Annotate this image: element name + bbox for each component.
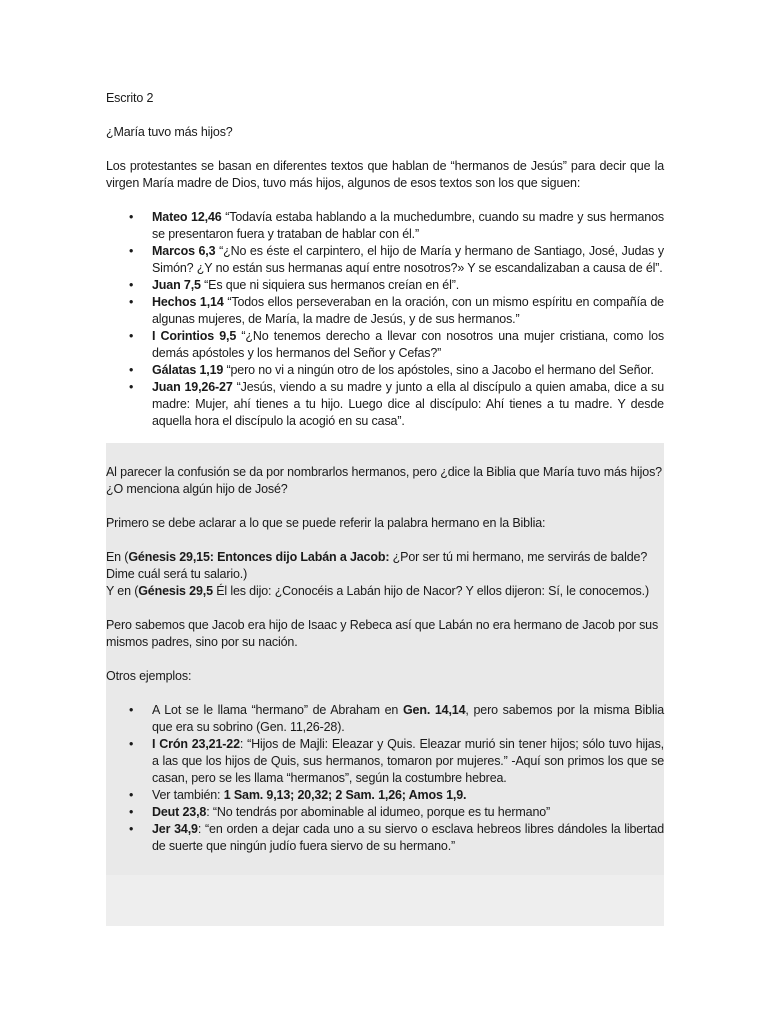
bullet: • [129, 788, 134, 802]
scripture-text: “pero no vi a ningún otro de los apóstoles, sino a Jacobo el hermano del Señor. [223, 363, 654, 377]
list-item [106, 804, 664, 821]
text-post: ¿Por ser tú mi hermano, me servirás de balde? Dime cuál será tu salario.) [106, 550, 648, 581]
list-item [106, 362, 664, 379]
scripture-ref: Mateo 12,46 [152, 210, 222, 224]
clarify-paragraph: Primero se debe aclarar a lo que se puede referir la palabra hermano en la Biblia: [106, 516, 546, 530]
bullet: • [129, 363, 134, 377]
scripture-ref: Marcos 6,3 [152, 244, 216, 258]
scripture-ref: Hechos 1,14 [152, 295, 224, 309]
confusion-paragraph: Al parecer la confusión se da por nombrarlos hermanos, pero ¿dice la Biblia que María tuvo más hijos? ¿O menciona algún hijo de José? [106, 465, 662, 496]
list-item [106, 787, 664, 804]
bullet: • [129, 805, 134, 819]
genesis-quote-1 [106, 549, 664, 583]
list-item [106, 294, 664, 328]
scripture-ref: 1 Sam. 9,13; 20,32; 2 Sam. 1,26; Amos 1,9. [223, 788, 467, 802]
bullet: • [129, 244, 134, 258]
shaded-region-footer [106, 875, 664, 926]
text-pre: Ver también: [152, 788, 224, 802]
bullet: • [129, 278, 134, 292]
jacob-paragraph: Pero sabemos que Jacob era hijo de Isaac y Rebeca así que Labán no era hermano de Jacob por sus mismos padres, sino por su nación. [106, 618, 659, 649]
scripture-ref: Juan 19,26-27 [152, 380, 233, 394]
scripture-ref: Gálatas 1,19 [152, 363, 224, 377]
bullet: • [129, 210, 134, 224]
text-post: , pero sabemos por la misma Biblia que era su sobrino (Gen. 11,26-28). [152, 703, 664, 734]
list-item [106, 736, 664, 787]
text-post: : “en orden a dejar cada uno a su siervo o esclava hebreos libres dándoles la libertad de suerte que ningún judío fuera siervo de su hermano.” [152, 822, 664, 853]
scripture-ref: Deut 23,8 [152, 805, 207, 819]
scripture-text: “Todos ellos perseveraban en la oración, con un mismo espíritu en compañía de algunas mujeres, de María, la madre de Jesús, y de sus hermanos.” [152, 295, 664, 326]
scripture-ref: Gen. 14,14 [402, 703, 466, 717]
text-pre: A Lot se le llama “hermano” de Abraham en [152, 703, 403, 717]
texts-list [106, 209, 664, 430]
scripture-text: “¿No es éste el carpintero, el hijo de María y hermano de Santiago, José, Judas y Simón? ¿Y no están sus hermanas aquí entre nosotros?» Y se escandalizaban a causa de él”. [152, 244, 664, 275]
scripture-text: “Es que ni siquiera sus hermanos creían en él”. [200, 278, 460, 292]
text-post: : “No tendrás por abominable al idumeo, porque es tu hermano” [206, 805, 551, 819]
text-pre: En ( [106, 550, 129, 564]
examples-list [106, 702, 664, 855]
bullet: • [129, 822, 134, 836]
list-item [106, 328, 664, 362]
list-item [106, 243, 664, 277]
document-body [106, 90, 664, 855]
scripture-text: “¿No tenemos derecho a llevar con nosotros una mujer cristiana, como los demás apóstoles y los hermanos del Señor y Cefas?” [152, 329, 664, 360]
scripture-ref: I Corintios 9,5 [152, 329, 237, 343]
text-post: : “Hijos de Majli: Eleazar y Quis. Eleazar murió sin tener hijos; sólo tuvo hijas, a las que los hijos de Quis, sus hermanos, tomaron por mujeres.” -Aquí son primos los que se casan, pero se les llama “hermanos”, según la costumbre hebrea. [152, 737, 664, 785]
scripture-ref: Génesis 29,15: Entonces dijo Labán a Jacob: [128, 550, 393, 564]
genesis-quote-2 [106, 583, 664, 600]
list-item [106, 821, 664, 855]
text-post: Él les dijo: ¿Conocéis a Labán hijo de Nacor? Y ellos dijeron: Sí, le conocemos.) [212, 584, 649, 598]
bullet: • [129, 380, 134, 394]
others-label: Otros ejemplos: [106, 669, 192, 683]
scripture-ref: Jer 34,9 [152, 822, 198, 836]
list-item [106, 702, 664, 736]
bullet: • [129, 703, 134, 717]
scripture-ref: Génesis 29,5 [138, 584, 213, 598]
scripture-ref: I Crón 23,21-22 [152, 737, 240, 751]
intro-paragraph: Los protestantes se basan en diferentes textos que hablan de “hermanos de Jesús” para decir que la virgen María madre de Dios, tuvo más hijos, algunos de esos textos son los que siguen: [106, 159, 664, 190]
document-question: ¿María tuvo más hijos? [106, 125, 233, 139]
scripture-text: “Todavía estaba hablando a la muchedumbre, cuando su madre y sus hermanos se presentaron fuera y trataban de hablar con él.” [152, 210, 665, 241]
scripture-text: “Jesús, viendo a su madre y junto a ella al discípulo a quien amaba, dice a su madre: Mujer, ahí tienes a tu hijo. Luego dice al discípulo: Ahí tienes a tu madre. Y desde aquella hora el discípulo la acogió en su casa”. [152, 380, 664, 428]
list-item [106, 209, 664, 243]
bullet: • [129, 295, 134, 309]
bullet: • [129, 329, 134, 343]
list-item [106, 277, 664, 294]
text-pre: Y en ( [106, 584, 139, 598]
scripture-ref: Juan 7,5 [152, 278, 201, 292]
bullet: • [129, 737, 134, 751]
document-label: Escrito 2 [106, 91, 154, 105]
list-item [106, 379, 664, 430]
